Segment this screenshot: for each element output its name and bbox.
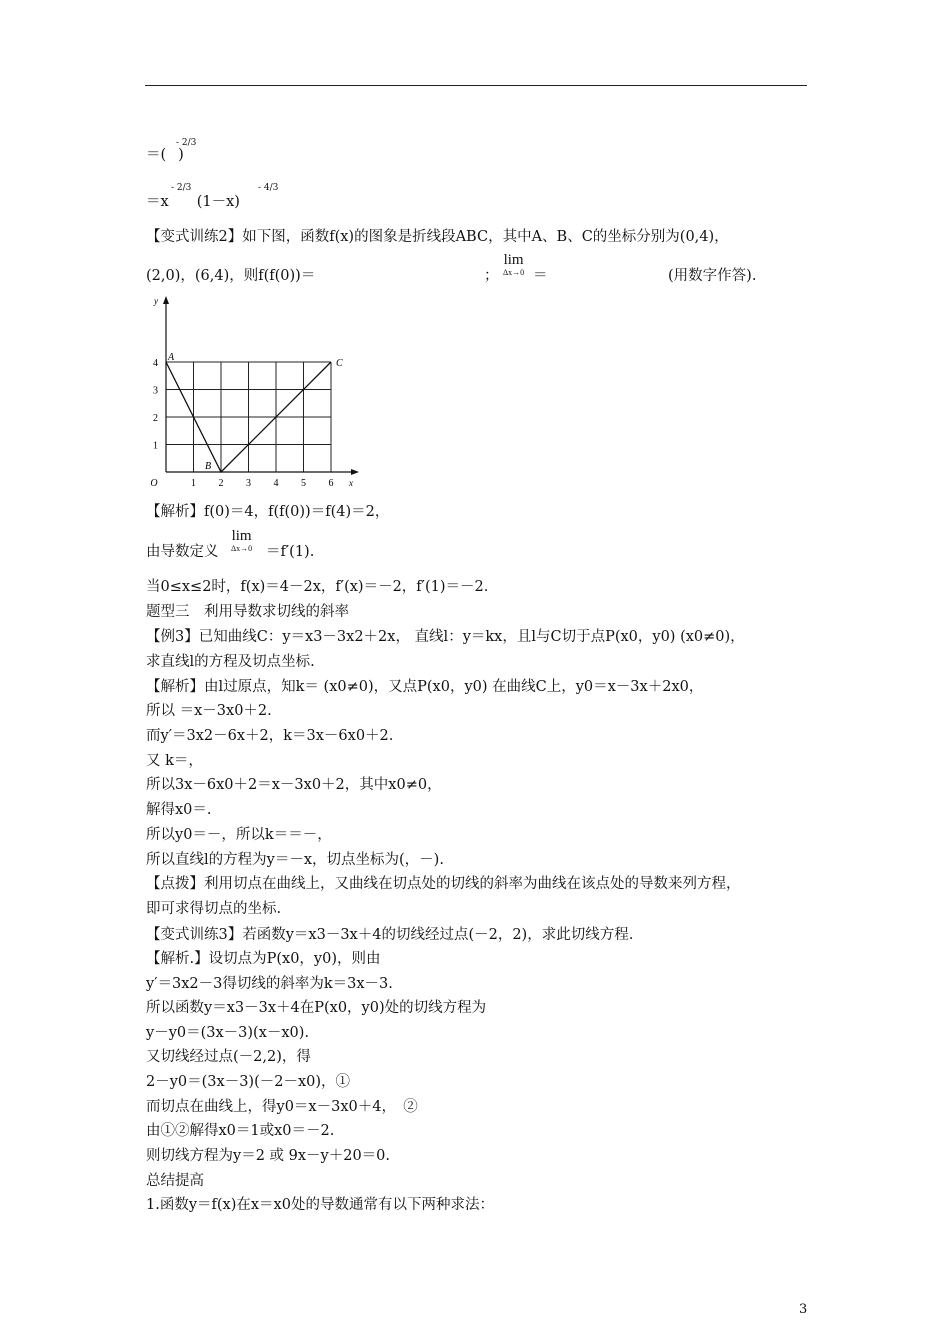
x-axis-arrow	[351, 469, 359, 475]
solution4-line-6: 2－y0＝(3x－3)(－2－x0)，①	[146, 1074, 351, 1090]
solution4-line-4: y－y0＝(3x－3)(x－x0).	[146, 1025, 310, 1041]
solution2-line-1: 【解析】f(0)＝4，f(f(0))＝f(4)＝2，	[146, 504, 390, 520]
solution3-line-2: 所以 ＝x－3x0＋2.	[146, 703, 272, 719]
point-label-A: A	[168, 352, 175, 363]
solution3-line-7: 所以y0＝－，所以k＝＝－，	[146, 827, 332, 843]
solution3-line-1: 【解析】由l过原点，知k＝ (x0≠0)，又点P(x0，y0) 在曲线C上，y0＝x－3x＋2x0，	[146, 679, 704, 695]
solution3-line-3: 而y′＝3x2－6x＋2，k＝3x－6x0＋2.	[146, 728, 394, 744]
formula-exponent-3: - 4/3	[258, 183, 279, 193]
formula-exponent-1: - 2/3	[176, 138, 197, 148]
topic3-heading: 题型三 利用导数求切线的斜率	[146, 604, 349, 620]
x-tick-label: 6	[328, 478, 334, 489]
y-axis-arrow	[163, 296, 169, 304]
solution2-line-2a: 由导数定义	[146, 544, 219, 560]
tip3-line-1: 【点拨】利用切点在曲线上，又曲线在切点处的切线的斜率为曲线在该点处的导数来列方程，	[146, 876, 741, 892]
solution3-line-8: 所以直线l的方程为y＝－x，切点坐标为(，－).	[146, 852, 444, 868]
graph-grid	[166, 362, 331, 472]
y-tick-label: 2	[153, 413, 158, 424]
x-axis-label: x	[349, 478, 353, 488]
page-number: 3	[799, 1302, 808, 1317]
x-tick-label: 1	[191, 478, 196, 489]
summary-heading: 总结提高	[146, 1173, 204, 1189]
solution3-line-6: 解得x0＝.	[146, 802, 212, 818]
y-tick-label: 3	[153, 385, 158, 397]
y-axis-label: y	[154, 296, 158, 306]
formula-exponent-2: - 2/3	[171, 183, 192, 193]
tip3-line-2: 即可求得切点的坐标.	[146, 901, 282, 917]
limit-symbol-1: lim Δx→0	[503, 252, 525, 277]
formula-line-2: ＝x (1－x)	[146, 194, 240, 210]
solution4-line-3: 所以函数y＝x3－3x＋4在P(x0，y0)处的切线方程为	[146, 1000, 487, 1016]
example3-line-2: 求直线l的方程及切点坐标.	[146, 654, 315, 670]
variant2-equals: ＝	[533, 268, 548, 284]
solution4-line-9: 则切线方程为y＝2 或 9x－y＋20＝0.	[146, 1148, 391, 1164]
variant2-semicolon: ；	[484, 268, 499, 284]
solution2-line-2b: ＝f′(1).	[266, 544, 315, 560]
origin-label: O	[150, 478, 158, 489]
variant2-line-2: (2,0)，(6,4)，则f(f(0))＝	[146, 268, 316, 284]
x-tick-label: 5	[301, 478, 306, 489]
function-graph	[140, 292, 370, 492]
y-tick-label: 4	[153, 358, 158, 369]
solution4-line-8: 由①②解得x0＝1或x0＝－2.	[146, 1123, 335, 1139]
limit-symbol-2: lim Δx→0	[231, 528, 253, 553]
point-label-B: B	[205, 461, 212, 472]
variant3-line: 【变式训练3】若函数y＝x3－3x＋4的切线经过点(－2，2)，求此切线方程.	[146, 927, 634, 943]
solution3-line-5: 所以3x－6x0＋2＝x－3x0＋2，其中x0≠0，	[146, 777, 442, 793]
solution3-line-4: 又 k＝，	[146, 753, 203, 769]
x-tick-label: 4	[273, 478, 279, 489]
summary-item-1: 1.函数y＝f(x)在x＝x0处的导数通常有以下两种求法：	[146, 1197, 494, 1213]
header-rule	[145, 85, 807, 86]
point-label-C: C	[336, 358, 343, 369]
solution4-line-5: 又切线经过点(－2,2)，得	[146, 1049, 311, 1065]
solution4-line-7: 而切点在曲线上，得y0＝x－3x0＋4， ②	[146, 1099, 418, 1115]
x-tick-label: 2	[218, 478, 224, 489]
variant2-note: (用数字作答).	[668, 268, 757, 284]
graph-axes	[163, 296, 359, 475]
solution4-line-1: 【解析.】设切点为P(x0，y0)，则由	[146, 951, 381, 967]
solution2-line-3: 当0≤x≤2时，f(x)＝4－2x，f′(x)＝－2，f′(1)＝－2.	[146, 579, 489, 595]
y-tick-label: 1	[153, 440, 158, 452]
formula-line-1: ＝( )	[146, 147, 184, 163]
example3-line-1: 【例3】已知曲线C：y＝x3－3x2＋2x， 直线l：y＝kx，且l与C切于点P(x0，y0) (x0≠0)，	[146, 629, 745, 645]
solution4-line-2: y′＝3x2－3得切线的斜率为k＝3x－3.	[146, 976, 393, 992]
variant2-line-1: 【变式训练2】如下图，函数f(x)的图象是折线段ABC，其中A、B、C的坐标分别为(0,4)，	[146, 229, 729, 245]
x-tick-label: 3	[246, 478, 251, 489]
